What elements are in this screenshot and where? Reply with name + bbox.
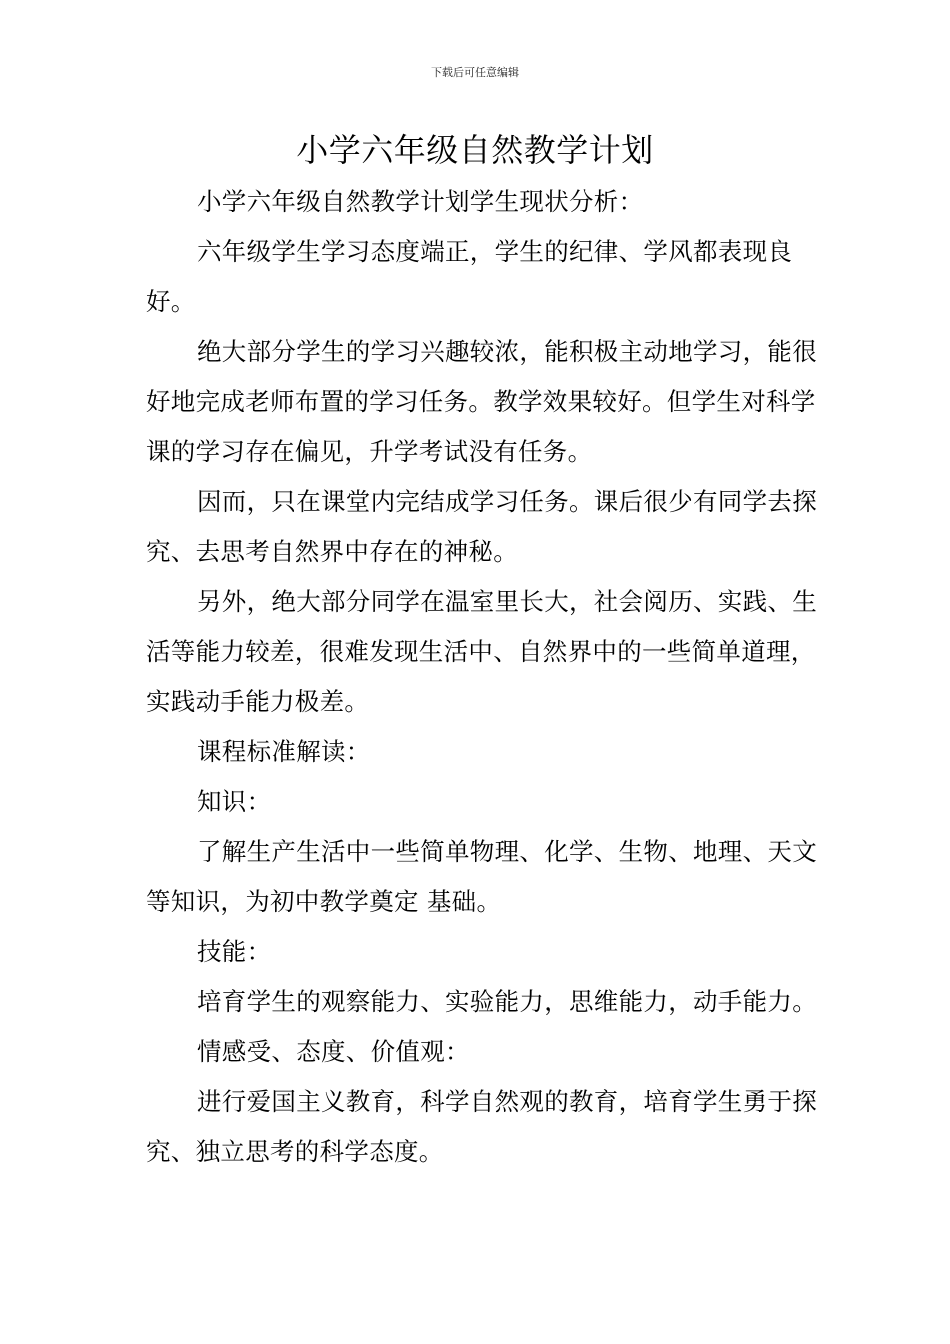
paragraph: 因而，只在课堂内完结成学习任务。课后很少有同学去探究、去思考自然界中存在的神秘。	[146, 487, 817, 566]
paragraph: 培育学生的观察能力、实验能力，思维能力，动手能力。	[197, 987, 817, 1016]
paragraph: 进行爱国主义教育，科学自然观的教育，培育学生勇于探究、独立思考的科学态度。	[146, 1087, 817, 1166]
section-heading: 技能：	[197, 937, 272, 966]
paragraph: 小学六年级自然教学计划学生现状分析：	[197, 187, 644, 216]
page-title: 小学六年级自然教学计划	[296, 131, 654, 169]
document-body	[146, 177, 818, 1177]
section-heading: 课程标准解读：	[197, 737, 371, 766]
section-heading: 情感受、态度、价值观：	[197, 1037, 470, 1066]
paragraph: 六年级学生学习态度端正，学生的纪律、学风都表现良好。	[146, 237, 793, 316]
paragraph: 另外，绝大部分同学在温室里长大，社会阅历、实践、生活等能力较差，很难发现生活中、自然界中的一些简单道理，实践动手能力极差。	[146, 587, 817, 716]
paragraph: 绝大部分学生的学习兴趣较浓，能积极主动地学习，能很好地完成老师布置的学习任务。教学效果较好。但学生对科学课的学习存在偏见，升学考试没有任务。	[146, 337, 817, 466]
paragraph: 了解生产生活中一些简单物理、化学、生物、地理、天文等知识，为初中教学奠定 基础。	[146, 837, 817, 916]
header-note: 下载后可任意编辑	[431, 66, 519, 79]
section-heading: 知识：	[197, 787, 272, 816]
